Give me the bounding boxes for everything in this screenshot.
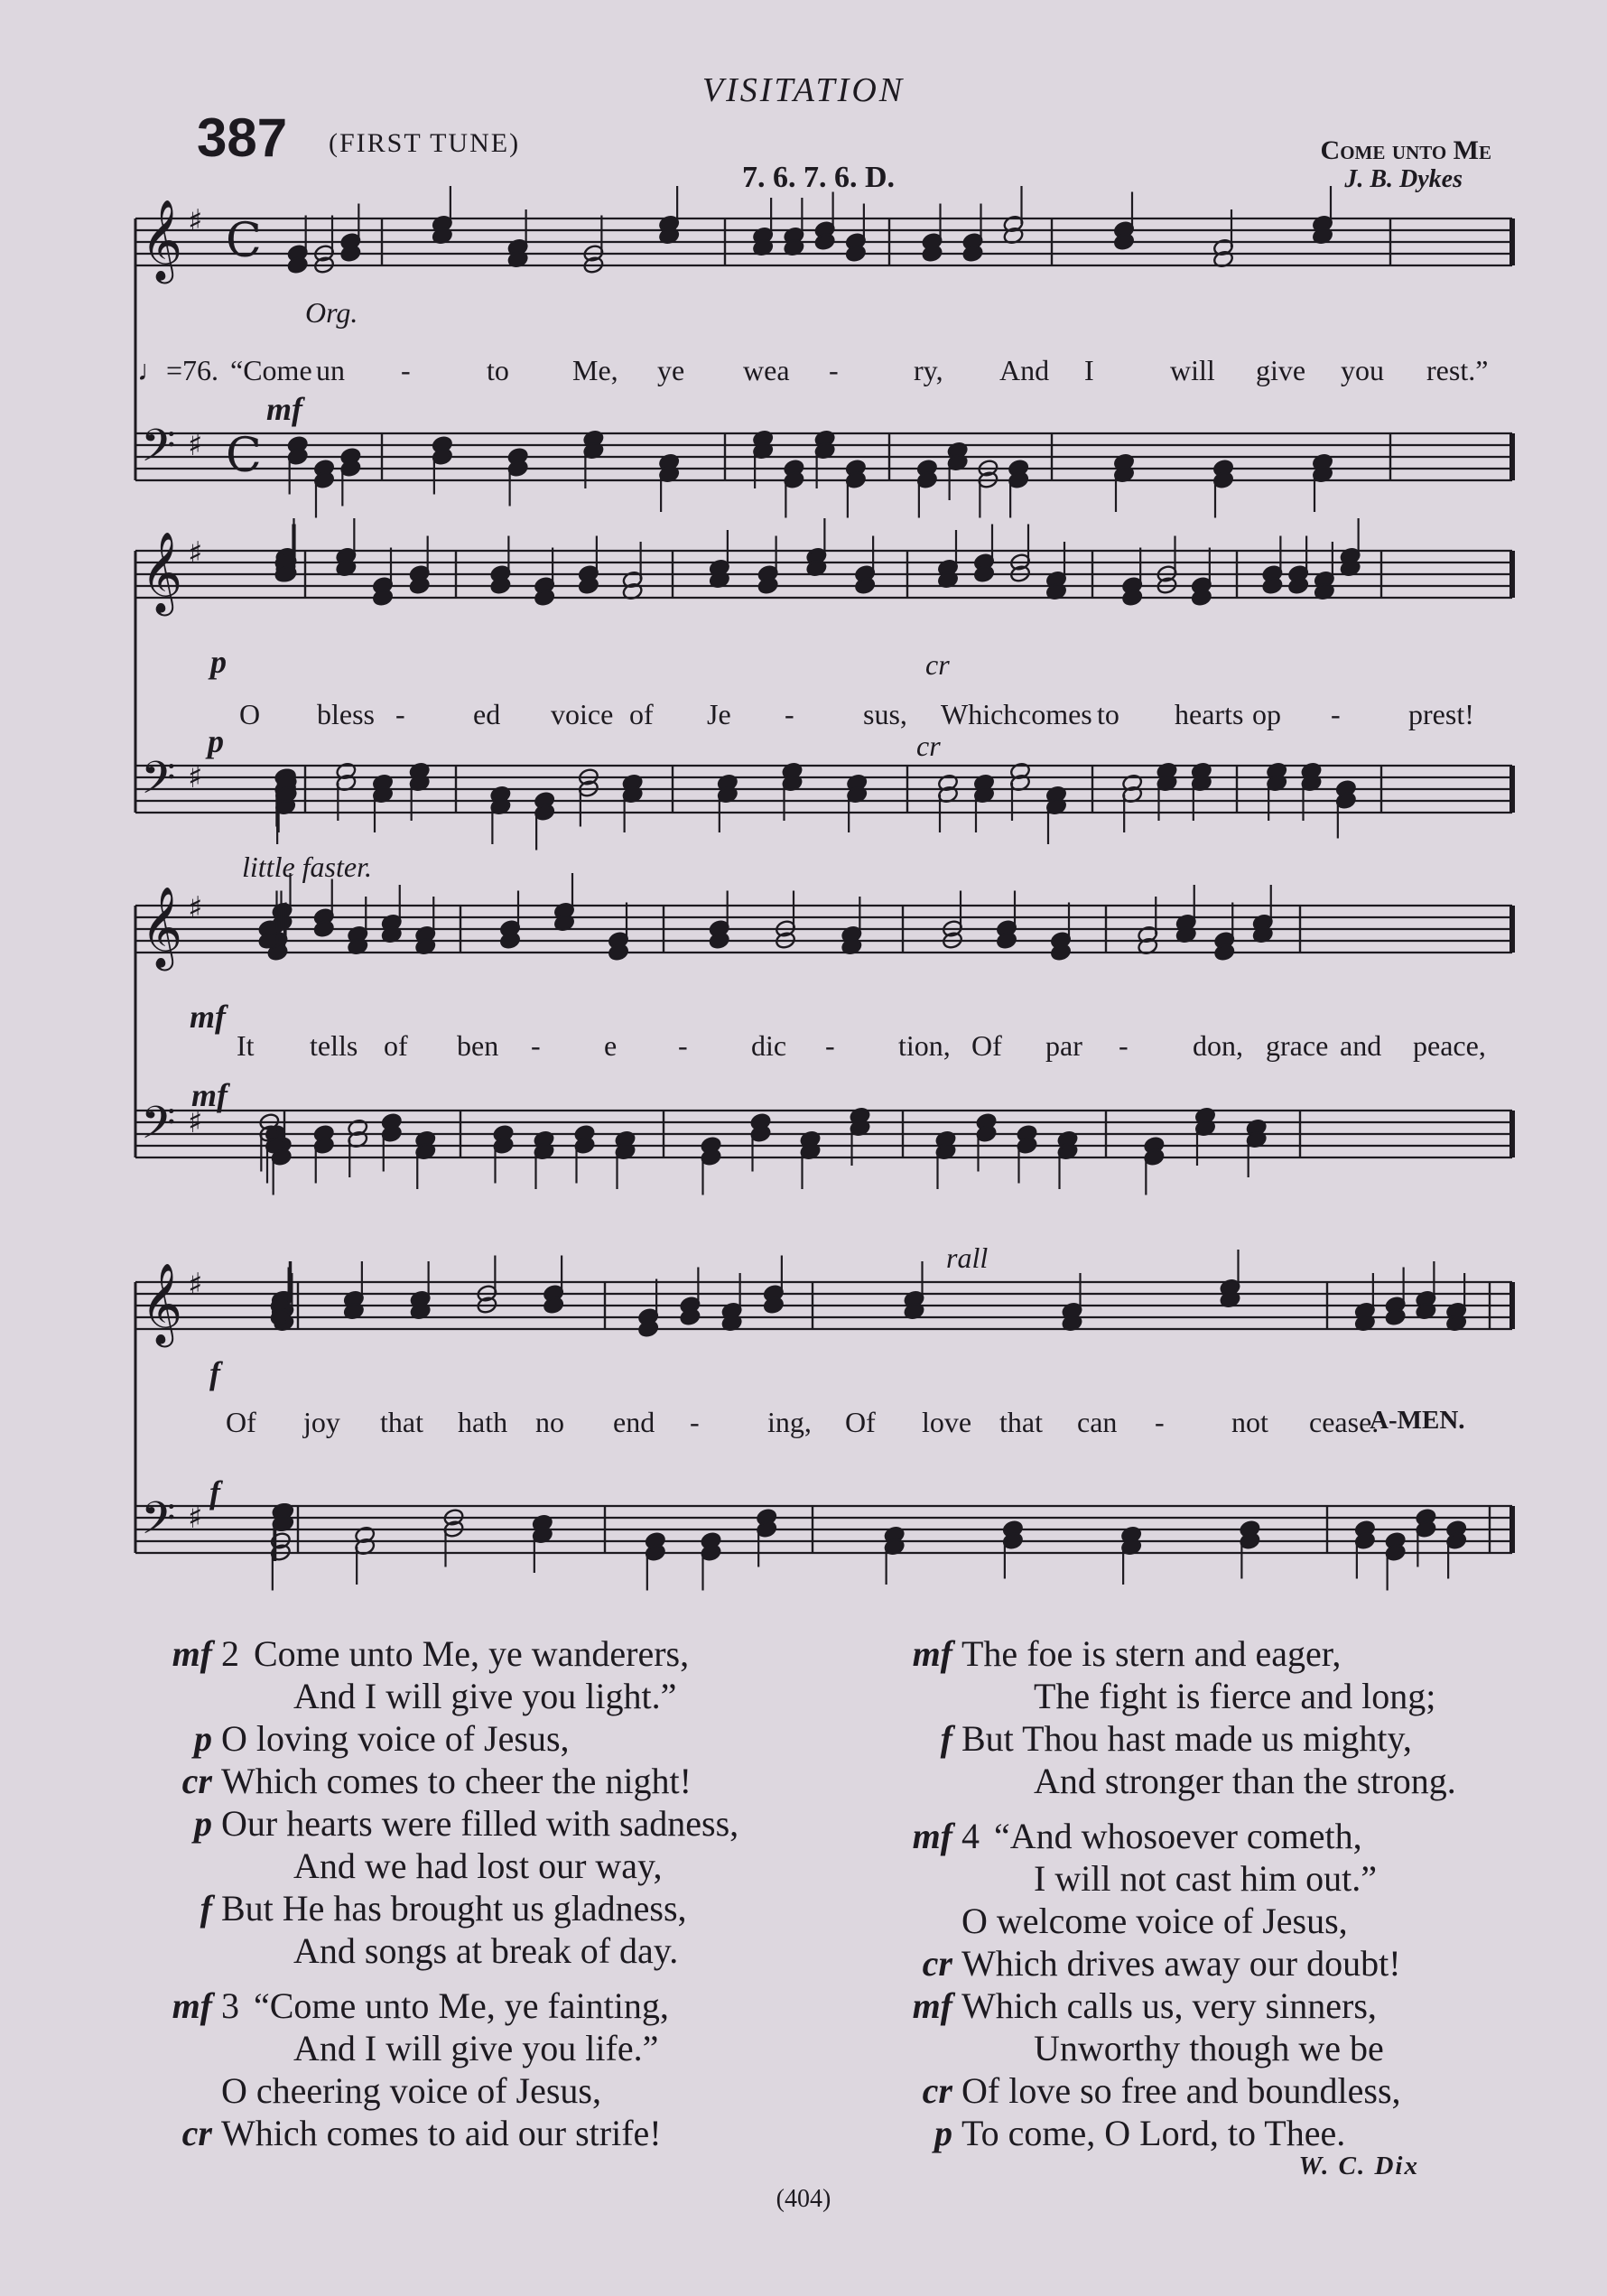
verse-line (149, 1887, 738, 1929)
lyric-word: O (239, 698, 261, 730)
verse-text: Which comes to cheer the night! (221, 1761, 692, 1801)
verse-dynamic: p (194, 1803, 212, 1844)
verse-number: 2 (221, 1633, 239, 1674)
dynamic-p-bass-2: p (208, 723, 224, 759)
lyric-word: prest! (1408, 698, 1474, 730)
verse-line (889, 1632, 1456, 1675)
tempo-marking: ♩=76. (137, 354, 219, 386)
verse-dynamic: mf (172, 1633, 212, 1674)
lyric-word: - (690, 1406, 700, 1438)
treble-clef-icon: 𝄞 (141, 887, 183, 968)
page-number: (404) (776, 2185, 831, 2213)
verse-text: And I will give you light.” (293, 1676, 677, 1716)
lyric-word: you (1341, 354, 1384, 386)
verse-line (149, 2027, 738, 2069)
lyric-word: no (535, 1406, 564, 1438)
tempo-direction: little faster. (242, 851, 372, 883)
lyric-word: to (487, 354, 509, 386)
lyric-word: - (1331, 698, 1341, 730)
verse-dynamic: mf (912, 1816, 952, 1856)
verse-line (149, 1760, 738, 1802)
verse-line (149, 1717, 738, 1760)
amen-label: A-MEN. (1370, 1406, 1465, 1435)
lyric-word: cease. (1309, 1406, 1379, 1438)
lyric-word: joy (303, 1406, 340, 1438)
verse-dynamic: cr (181, 2113, 212, 2153)
verse-text: Come unto Me, ye wanderers, (254, 1633, 690, 1674)
verse-line (149, 1675, 738, 1717)
section-title: VISITATION (701, 71, 906, 109)
verse-dynamic: f (200, 1888, 212, 1929)
lyric-word: don, (1193, 1029, 1243, 1062)
verse-text: Unworthy though we be (1034, 2028, 1384, 2068)
lyric-word: - (785, 698, 794, 730)
verse-text: But Thou hast made us mighty, (961, 1718, 1412, 1759)
bass-clef-icon: 𝄢 (141, 1492, 176, 1556)
lyric-word: - (678, 1029, 688, 1062)
verse-number: 4 (961, 1816, 980, 1856)
treble-clef-icon: 𝄞 (141, 1263, 183, 1344)
sharp-icon: ♯ (188, 1267, 203, 1303)
lyric-word: Of (971, 1029, 1002, 1062)
rall-direction: rall (946, 1241, 989, 1274)
lyric-word: And (999, 354, 1050, 386)
lyric-word: - (395, 698, 405, 730)
time-signature: C (226, 214, 262, 268)
verse-text: The foe is stern and eager, (961, 1633, 1342, 1674)
hymn-number: 387 (197, 107, 288, 168)
verse-dynamic: mf (912, 1633, 952, 1674)
lyric-word: Me, (572, 354, 618, 386)
lyric-word: Which (941, 698, 1018, 730)
verse-text: O cheering voice of Jesus, (221, 2070, 601, 2111)
lyric-word: love (922, 1406, 972, 1438)
verse-text: And stronger than the strong. (1034, 1761, 1456, 1801)
lyric-word: - (531, 1029, 541, 1062)
verse-text: “Come unto Me, ye fainting, (254, 1985, 669, 2026)
verse-text: The fight is fierce and long; (1034, 1676, 1436, 1716)
verse-line (889, 1900, 1456, 1942)
verse-text: Our hearts were filled with sadness, (221, 1803, 739, 1844)
verse-line (889, 1760, 1456, 1802)
verse-text: Of love so free and boundless, (961, 2070, 1401, 2111)
lyric-word: un (316, 354, 345, 386)
lyric-word: give (1256, 354, 1306, 386)
lyric-word: that (380, 1406, 423, 1438)
verses-right-column (889, 1632, 1456, 2154)
verse-text: Which calls us, very sinners, (961, 1985, 1377, 2026)
crescendo-treble-2: cr (925, 648, 950, 681)
verse-dynamic: cr (181, 1761, 212, 1801)
treble-clef-icon: 𝄞 (141, 200, 183, 281)
organ-label: Org. (305, 296, 358, 329)
lyric-word: ing, (767, 1406, 812, 1438)
bass-clef-icon: 𝄢 (141, 420, 176, 483)
composer: J. B. Dykes (1344, 165, 1463, 193)
verse-line (889, 2069, 1456, 2112)
lyric-word: It (237, 1029, 255, 1062)
lyric-word: of (629, 698, 654, 730)
verse-text: And songs at break of day. (293, 1930, 679, 1971)
time-signature: C (226, 429, 262, 483)
verse-line (889, 1717, 1456, 1760)
verse-line (889, 1942, 1456, 1985)
verse-line (889, 1815, 1456, 1857)
tune-name: Come unto Me (1320, 135, 1491, 165)
verse-text: “And whosoever cometh, (994, 1816, 1362, 1856)
lyric-word: - (1119, 1029, 1129, 1062)
lyric-word: will (1170, 354, 1215, 386)
dynamic-mf-treble-3: mf (190, 999, 226, 1035)
lyric-word: that (999, 1406, 1043, 1438)
lyric-word: hath (458, 1406, 508, 1438)
sharp-icon: ♯ (188, 759, 203, 795)
verse-text: Which drives away our doubt! (961, 1943, 1401, 1984)
verse-text: And we had lost our way, (293, 1845, 663, 1886)
verse-line (149, 1929, 738, 1972)
verses-left-column (149, 1632, 738, 2154)
dynamic-f-bass-4: f (209, 1474, 220, 1511)
lyric-word: voice (551, 698, 614, 730)
verse-text: Which comes to aid our strife! (221, 2113, 662, 2153)
treble-clef-icon: 𝄞 (141, 532, 183, 613)
lyric-word: - (1155, 1406, 1165, 1438)
verse-text: O loving voice of Jesus, (221, 1718, 570, 1759)
lyric-word: dic (751, 1029, 787, 1062)
lyric-word: Je (707, 698, 731, 730)
lyric-word: to (1097, 698, 1119, 730)
bass-clef-icon: 𝄢 (141, 752, 176, 815)
dynamic-f-treble-4: f (209, 1355, 220, 1391)
lyric-word: wea (743, 354, 790, 386)
verse-line (149, 2112, 738, 2154)
lyric-word: ye (657, 354, 685, 386)
lyric-word: - (825, 1029, 835, 1062)
verse-line (149, 1632, 738, 1675)
lyric-word: bless (317, 698, 375, 730)
verse-line (149, 1802, 738, 1845)
verse-dynamic: p (194, 1718, 212, 1759)
lyric-word: peace, (1413, 1029, 1486, 1062)
verse-dynamic: p (934, 2113, 952, 2153)
meter: 7. 6. 7. 6. D. (742, 161, 896, 194)
verse-dynamic: cr (922, 2070, 952, 2111)
lyric-word: “Come (230, 354, 312, 386)
sharp-icon: ♯ (188, 427, 203, 463)
verse-line (889, 2027, 1456, 2069)
verse-line (889, 2112, 1456, 2154)
dynamic-mf-bass-1: mf (266, 391, 302, 427)
tune-label: (FIRST TUNE) (329, 128, 521, 158)
lyric-word: op (1252, 698, 1281, 730)
lyric-word: of (384, 1029, 408, 1062)
lyric-word: rest.” (1426, 354, 1489, 386)
verse-text: I will not cast him out.” (1034, 1858, 1377, 1899)
lyric-word: end (613, 1406, 655, 1438)
verse-number: 3 (221, 1985, 239, 2026)
lyric-word: tion, (898, 1029, 951, 1062)
lyric-word: I (1084, 354, 1094, 386)
verse-dynamic: mf (172, 1985, 212, 2026)
dynamic-p-treble-2: p (210, 644, 227, 680)
lyric-word: not (1231, 1406, 1268, 1438)
sharp-icon: ♯ (188, 1500, 203, 1536)
lyric-word: and (1340, 1029, 1382, 1062)
dynamic-mf-bass-3: mf (191, 1077, 228, 1113)
verse-line (149, 2069, 738, 2112)
sharp-icon: ♯ (188, 535, 203, 572)
verse-dynamic: mf (912, 1985, 952, 2026)
verse-text: To come, O Lord, to Thee. (961, 2113, 1346, 2153)
bass-clef-icon: 𝄢 (141, 1097, 176, 1160)
lyric-word: can (1077, 1406, 1118, 1438)
lyric-word: par (1045, 1029, 1082, 1062)
sharp-icon: ♯ (188, 203, 203, 239)
verse-text: O welcome voice of Jesus, (961, 1901, 1348, 1941)
lyric-word: - (829, 354, 839, 386)
verse-line (149, 1845, 738, 1887)
lyric-word: ry, (914, 354, 943, 386)
sharp-icon: ♯ (188, 1104, 203, 1140)
verse-text: But He has brought us gladness, (221, 1888, 687, 1929)
verse-dynamic: f (940, 1718, 952, 1759)
lyric-word: grace (1266, 1029, 1329, 1062)
lyric-word: sus, (863, 698, 907, 730)
verse-dynamic: cr (922, 1943, 952, 1984)
author: W. C. Dix (1298, 2152, 1419, 2180)
lyric-word: Of (226, 1406, 256, 1438)
verse-line (149, 1985, 738, 2027)
lyric-word: ed (473, 698, 501, 730)
lyric-word: ben (457, 1029, 499, 1062)
lyric-word: - (401, 354, 411, 386)
lyric-word: e (604, 1029, 618, 1062)
verse-line (889, 1675, 1456, 1717)
lyric-word: tells (310, 1029, 358, 1062)
verse-line (889, 1857, 1456, 1900)
verse-line (889, 1985, 1456, 2027)
sharp-icon: ♯ (188, 890, 203, 926)
crescendo-bass-2: cr (916, 730, 941, 762)
lyric-word: hearts (1175, 698, 1244, 730)
lyric-word: comes (1018, 698, 1092, 730)
verse-text: And I will give you life.” (293, 2028, 659, 2068)
lyric-word: Of (845, 1406, 876, 1438)
